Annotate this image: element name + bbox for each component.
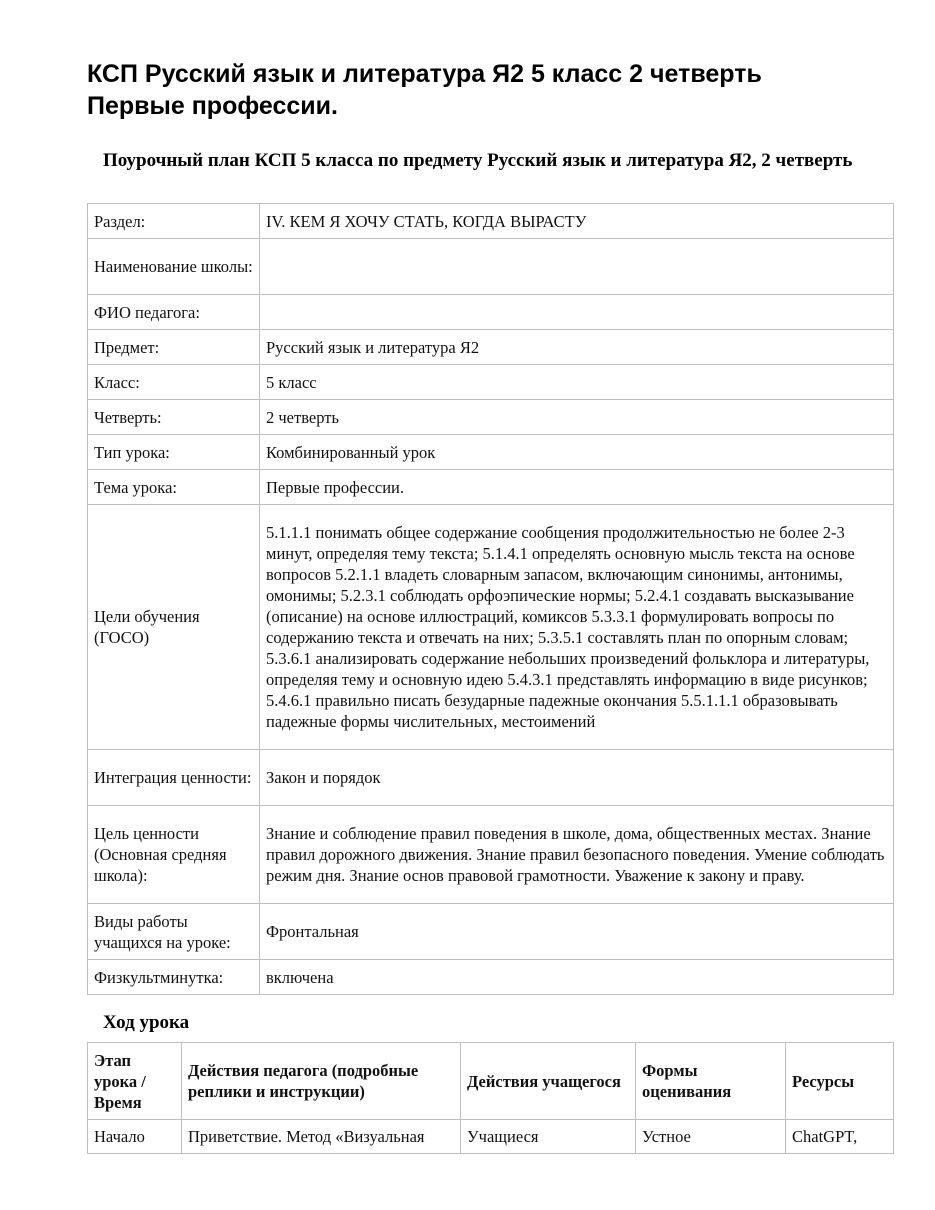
info-row-learning-goals [88, 505, 894, 750]
info-value: Фронтальная [260, 904, 894, 960]
info-value: Русский язык и литература Я2 [260, 330, 894, 365]
info-label: Наименование школы: [88, 239, 260, 295]
column-header-assessment: Формы оценивания [636, 1043, 786, 1120]
document-title-line-1: КСП Русский язык и литература Я2 5 класс 2 четверть [87, 60, 762, 88]
info-label: Класс: [88, 365, 260, 400]
column-header-resources: Ресурсы [786, 1043, 894, 1120]
info-label: Цель ценности (Основная средняя школа): [88, 806, 260, 904]
info-label: ФИО педагога: [88, 295, 260, 330]
column-header-teacher-actions: Действия педагога (подробные реплики и инструкции) [182, 1043, 461, 1120]
cell-student-actions: Учащиеся [461, 1120, 636, 1154]
plan-subtitle: Поурочный план КСП 5 класса по предмету Русский язык и литература Я2, 2 четверть [103, 150, 853, 171]
info-value: 2 четверть [260, 400, 894, 435]
info-row-subject [88, 330, 894, 365]
lesson-header-row [88, 1043, 894, 1120]
info-value [260, 239, 894, 295]
info-row-section [88, 204, 894, 239]
lesson-flow-table [87, 1042, 894, 1154]
info-value: включена [260, 960, 894, 995]
info-value: IV. КЕМ Я ХОЧУ СТАТЬ, КОГДА ВЫРАСТУ [260, 204, 894, 239]
info-row-value-integration [88, 750, 894, 806]
info-value: Закон и порядок [260, 750, 894, 806]
info-label: Цели обучения (ГОСО) [88, 505, 260, 750]
column-header-stage: Этап урока / Время [88, 1043, 182, 1120]
info-label: Виды работы учащихся на уроке: [88, 904, 260, 960]
info-value: 5 класс [260, 365, 894, 400]
info-value: Первые профессии. [260, 470, 894, 505]
column-header-student-actions: Действия учащегося [461, 1043, 636, 1120]
info-row-value-goal [88, 806, 894, 904]
document-title [87, 58, 887, 122]
info-row-quarter [88, 400, 894, 435]
cell-resources: ChatGPT, [786, 1120, 894, 1154]
info-value [260, 295, 894, 330]
info-value: Знание и соблюдение правил поведения в школе, дома, общественных местах. Знание правил дорожного движения. Знание правил безопасного поведения. Умение соблюдать режим дня. Знание основ правовой грамотности. Уважение к закону и праву. [260, 806, 894, 904]
table-row [88, 1120, 894, 1154]
info-label: Предмет: [88, 330, 260, 365]
lesson-flow-title: Ход урока [103, 1012, 190, 1033]
cell-stage: Начало [88, 1120, 182, 1154]
lesson-info-table [87, 203, 894, 995]
cell-teacher-actions: Приветствие. Метод «Визуальная [182, 1120, 461, 1154]
info-row-school [88, 239, 894, 295]
info-label: Тема урока: [88, 470, 260, 505]
info-label: Раздел: [88, 204, 260, 239]
cell-assessment: Устное [636, 1120, 786, 1154]
info-row-work-types [88, 904, 894, 960]
info-row-grade [88, 365, 894, 400]
info-row-exercise-break [88, 960, 894, 995]
info-value: 5.1.1.1 понимать общее содержание сообщения продолжительностью не более 2-3 минут, определяя тему текста; 5.1.4.1 определять основную мысль текста на основе вопросов 5.2.1.1 владеть словарным запасом, включающим синонимы, антонимы, омонимы; 5.2.3.1 соблюдать орфоэпические нормы; 5.2.4.1 создавать высказывание (описание) на основе иллюстраций, комиксов 5.3.3.1 формулировать вопросы по содержанию текста и отвечать на них; 5.3.5.1 составлять план по опорным словам; 5.3.6.1 анализировать содержание небольших произведений фольклора и литературы, определяя тему и основную идею 5.4.3.1 представлять информацию в виде рисунков; 5.4.6.1 правильно писать безударные падежные окончания 5.5.1.1.1 образовывать падежные формы числительных, местоимений [260, 505, 894, 750]
info-label: Физкультминутка: [88, 960, 260, 995]
info-label: Тип урока: [88, 435, 260, 470]
info-row-teacher [88, 295, 894, 330]
info-value: Комбинированный урок [260, 435, 894, 470]
document-title-line-2: Первые профессии. [87, 92, 338, 120]
info-label: Четверть: [88, 400, 260, 435]
info-row-lesson-type [88, 435, 894, 470]
info-label: Интеграция ценности: [88, 750, 260, 806]
info-row-lesson-topic [88, 470, 894, 505]
